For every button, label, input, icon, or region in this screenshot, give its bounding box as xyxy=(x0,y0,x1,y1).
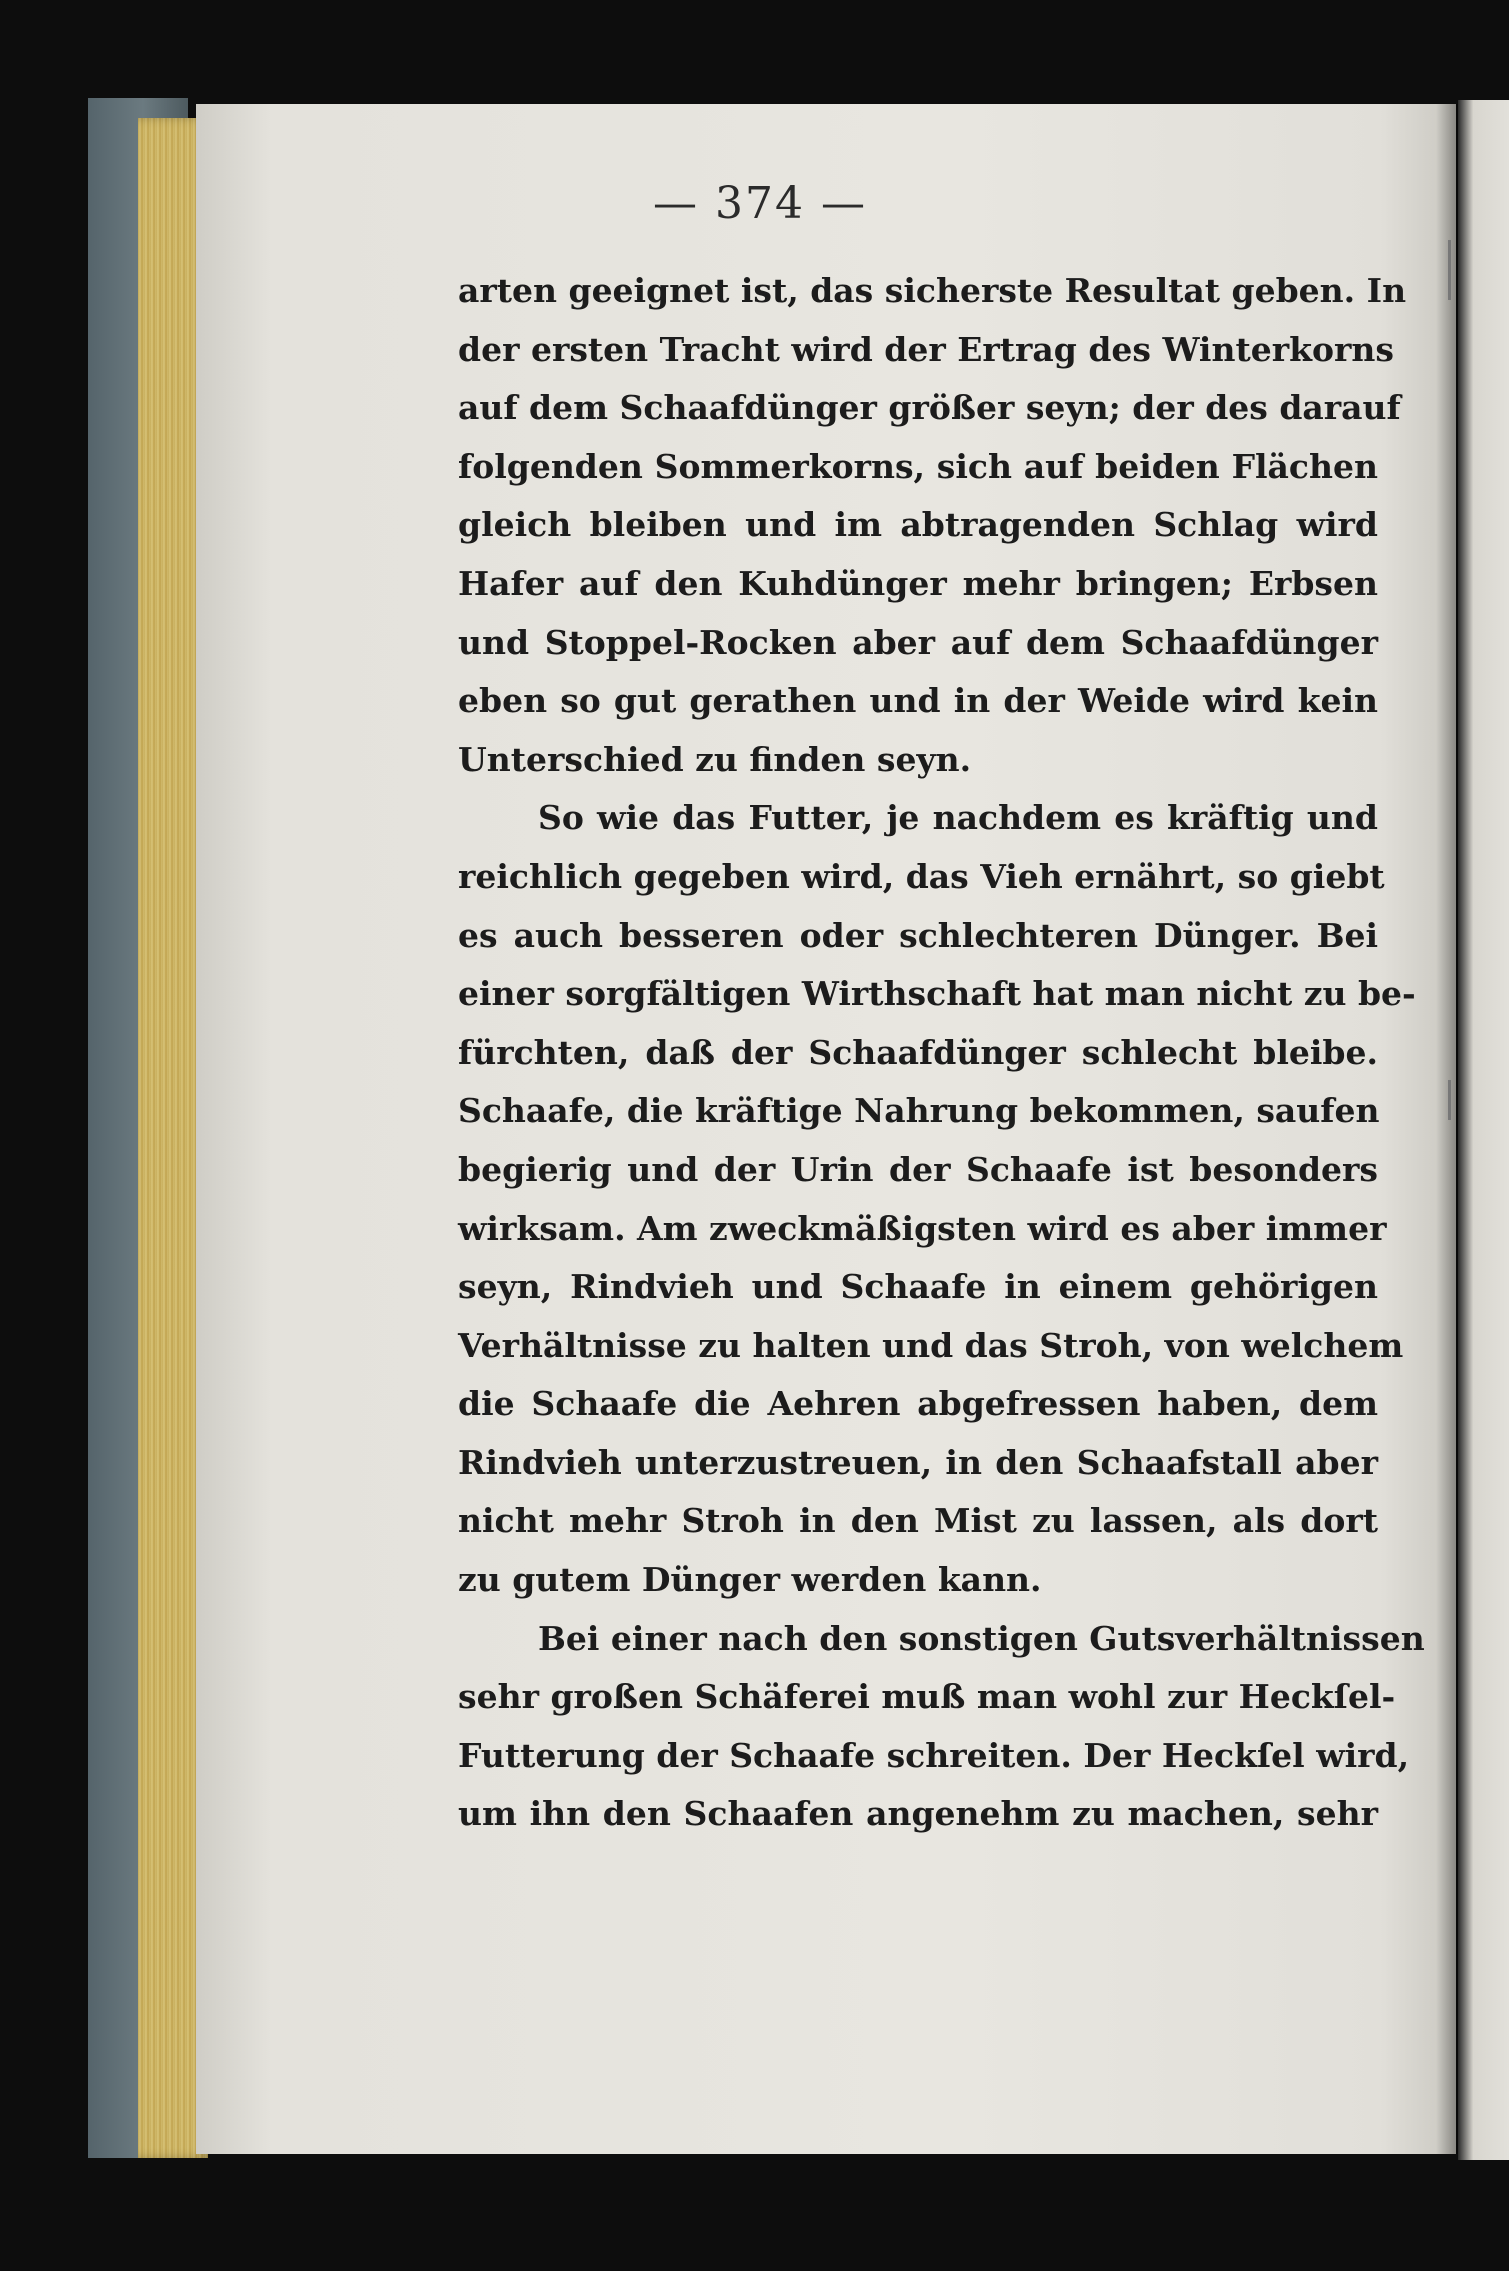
text-line: um ihn den Schaafen angenehm zu machen, sehr xyxy=(458,1794,1378,1834)
text-block xyxy=(458,262,1425,1844)
margin-mark xyxy=(1448,1080,1451,1120)
text-line: auf dem Schaafdünger größer seyn; der des darauf xyxy=(458,388,1401,428)
text-line: gleich bleiben und im abtragenden Schlag wird xyxy=(458,505,1378,545)
text-line: und Stoppel-Rocken aber auf dem Schaafdünger xyxy=(458,622,1378,662)
text-line: die Schaafe die Aehren abgefressen haben, dem xyxy=(458,1384,1378,1424)
text-line: Bei einer nach den sonstigen Gutsverhältnissen xyxy=(538,1618,1425,1658)
text-line: Rindvieh unterzustreuen, in den Schaafstall aber xyxy=(458,1442,1378,1482)
text-line: So wie das Futter, je nachdem es kräftig und xyxy=(538,798,1378,838)
text-line: es auch besseren oder schlechteren Dünger. Bei xyxy=(458,915,1378,955)
text-line: eben so gut gerathen und in der Weide wird kein xyxy=(458,681,1378,721)
text-line: Schaafe, die kräftige Nahrung bekommen, saufen xyxy=(458,1091,1380,1131)
gutter-shadow xyxy=(1436,104,1458,2154)
text-line: Futterung der Schaafe schreiten. Der Heckſel wird, xyxy=(458,1735,1410,1775)
margin-mark xyxy=(1448,240,1451,300)
text-line: der ersten Tracht wird der Ertrag des Winterkorns xyxy=(458,329,1394,369)
text-line: begierig und der Urin der Schaafe ist besonders xyxy=(458,1149,1378,1189)
facing-page-edge xyxy=(1458,100,1509,2160)
text-line: Unterschied zu finden seyn. xyxy=(458,739,972,779)
text-line: folgenden Sommerkorns, sich auf beiden Flächen xyxy=(458,446,1378,486)
text-line: arten geeignet ist, das sicherste Resultat geben. In xyxy=(458,271,1407,310)
text-line: zu gutem Dünger werden kann. xyxy=(458,1560,1042,1600)
text-line: reichlich gegeben wird, das Vieh ernährt, so giebt xyxy=(458,856,1385,896)
text-line: wirksam. Am zweckmäßigsten wird es aber immer xyxy=(458,1208,1387,1248)
text-line: nicht mehr Stroh in den Mist zu lassen, als dort xyxy=(458,1501,1378,1541)
text-line: sehr großen Schäferei muß man wohl zur Heckſel- xyxy=(458,1677,1396,1717)
text-line: einer sorgfältigen Wirthschaft hat man nicht zu be- xyxy=(458,974,1416,1014)
page-number: — 374 — xyxy=(653,178,867,229)
text-line: Hafer auf den Kuhdünger mehr bringen; Erbsen xyxy=(458,563,1378,603)
text-line: Verhältnisse zu halten und das Stroh, von welchem xyxy=(458,1325,1404,1365)
text-line: seyn, Rindvieh und Schaafe in einem gehörigen xyxy=(458,1267,1378,1307)
text-line: fürchten, daß der Schaafdünger schlecht bleibe. xyxy=(458,1032,1378,1072)
